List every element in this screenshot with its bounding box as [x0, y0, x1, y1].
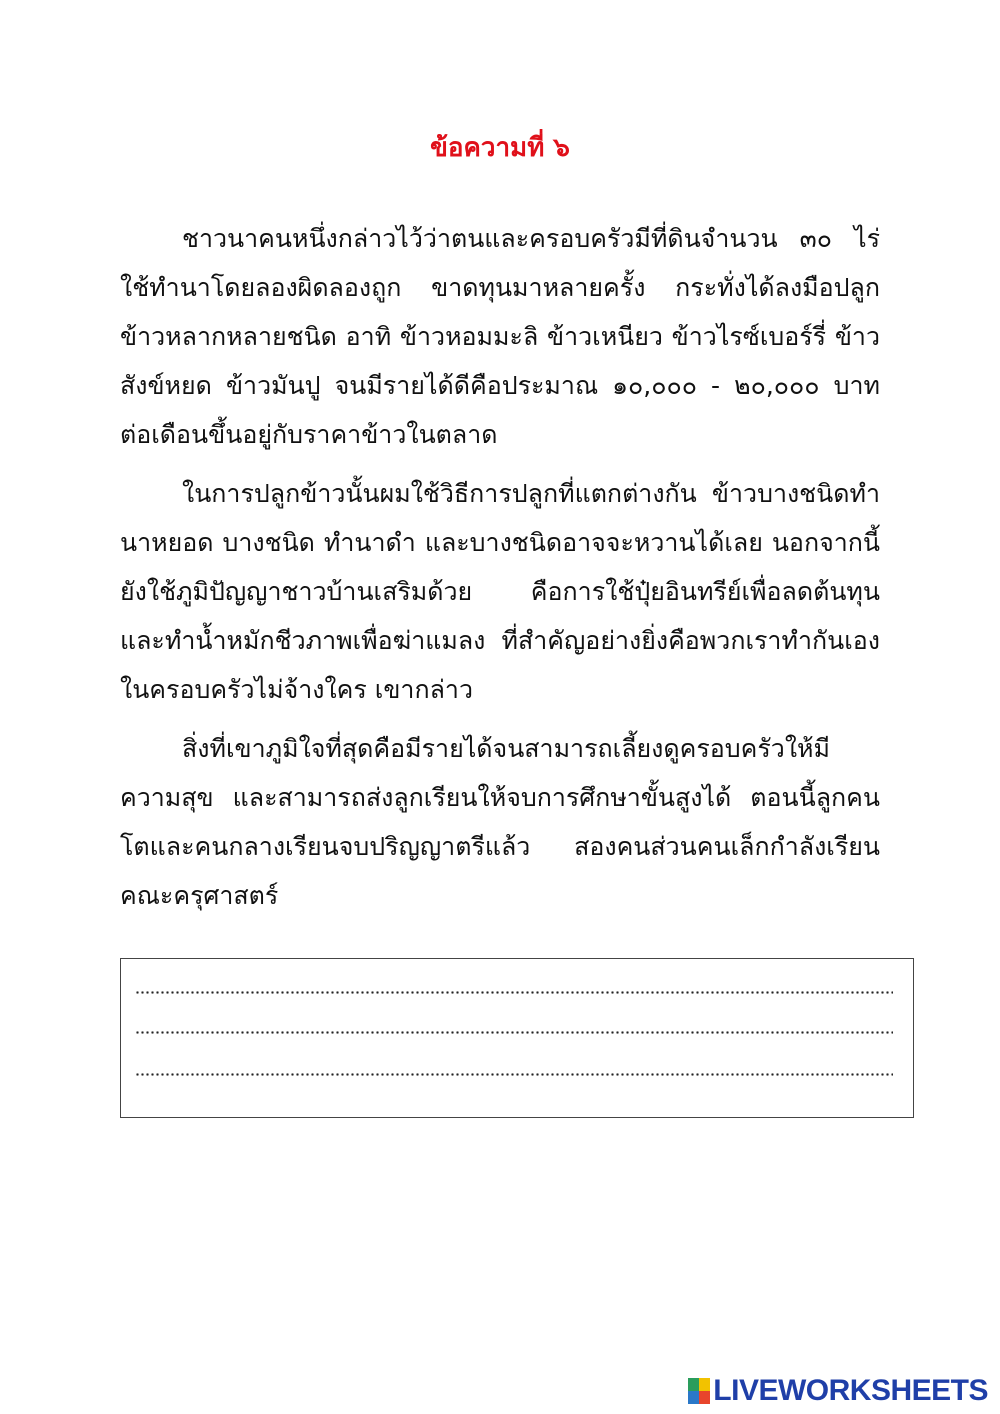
paragraph-2: ในการปลูกข้าวนั้นผมใช้วิธีการปลูกที่แตกต่างกัน ข้าวบางชนิดทำนาหยอด บางชนิด ทำนาดำ และบางชนิดอาจจะหวานได้เลย นอกจากนี้ยังใช้ภูมิปัญญาชาวบ้านเสริมด้วย คือการใช้ปุ๋ยอินทรีย์เพื่อลดต้นทุน และทำน้ำหมักชีวภาพเพื่อฆ่าแมลง ที่สำคัญอย่างยิ่งคือพวกเราทำกันเองในครอบครัวไม่จ้างใคร เขากล่าว: [120, 479, 880, 704]
passage: [120, 214, 880, 930]
page-title: ข้อความที่ ๖: [430, 133, 570, 163]
answer-line-1[interactable]: [135, 991, 893, 994]
paragraph-3: สิ่งที่เขาภูมิใจที่สุดคือมีรายได้จนสามารถเลี้ยงดูครอบครัวให้มีความสุข และสามารถส่งลูกเรียนให้จบการศึกษาขั้นสูงได้ ตอนนี้ลูกคนโตและคนกลางเรียนจบปริญญาตรีแล้ว สองคนส่วนคนเล็กกำลังเรียนคณะครุศาสตร์: [120, 734, 880, 910]
paragraph-1: ชาวนาคนหนึ่งกล่าวไว้ว่าตนและครอบครัวมีที่ดินจำนวน ๓๐ ไร่ ใช้ทำนาโดยลองผิดลองถูก ขาดทุนมาหลายครั้ง กระทั่งได้ลงมือปลูกข้าวหลากหลายชนิด อาทิ ข้าวหอมมะลิ ข้าวเหนียว ข้าวไรซ์เบอร์รี่ ข้าวสังข์หยด ข้าวมันปู จนมีรายได้ดีคือประมาณ ๑๐,๐๐๐ - ๒๐,๐๐๐ บาท ต่อเดือนขึ้นอยู่กับราคาข้าวในตลาด: [120, 224, 880, 449]
footer-brand: [688, 1374, 988, 1408]
answer-box[interactable]: [120, 958, 914, 1118]
liveworksheets-logo-icon: [688, 1378, 710, 1404]
answer-line-3[interactable]: [135, 1073, 893, 1076]
answer-line-2[interactable]: [135, 1031, 893, 1034]
brand-name: LIVEWORKSHEETS: [713, 1374, 988, 1407]
